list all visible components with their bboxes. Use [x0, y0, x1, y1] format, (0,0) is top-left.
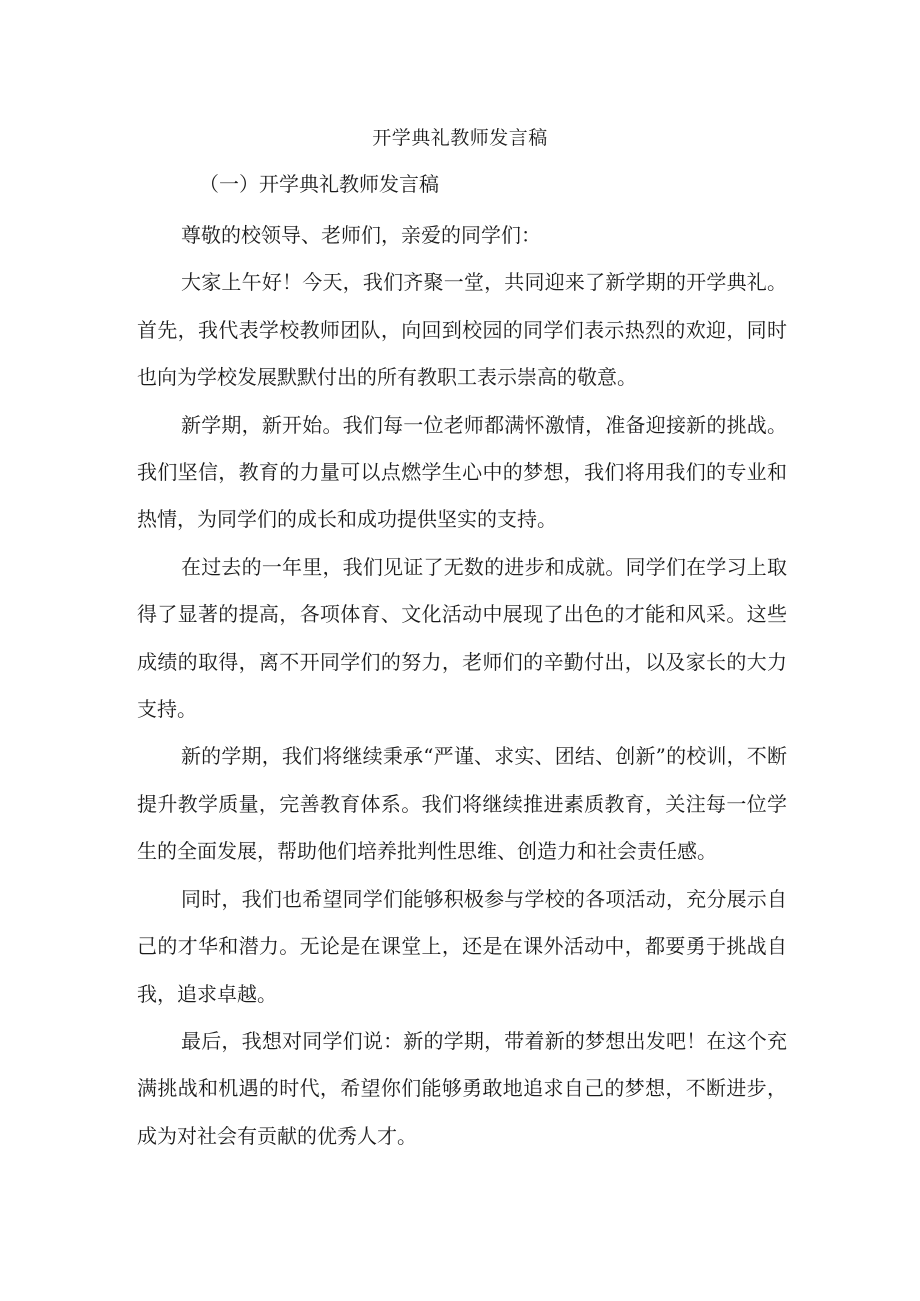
paragraph: 新的学期，我们将继续秉承“严谨、求实、团结、创新”的校训，不断提升教学质量，完善教育体系。我们将继续推进素质教育，关注每一位学生的全面发展，帮助他们培养批判性思维、创造力和社会责任感。: [137, 744, 787, 864]
paragraph: 最后，我想对同学们说：新的学期，带着新的梦想出发吧！在这个充满挑战和机遇的时代，希望你们能够勇敢地追求自己的梦想，不断进步，成为对社会有贡献的优秀人才。: [137, 1028, 787, 1148]
paragraph: 新学期，新开始。我们每一位老师都满怀激情，准备迎接新的挑战。我们坚信，教育的力量可以点燃学生心中的梦想，我们将用我们的专业和热情，为同学们的成长和成功提供坚实的支持。: [137, 412, 787, 532]
paragraph: 同时，我们也希望同学们能够积极参与学校的各项活动，充分展示自己的才华和潜力。无论是在课堂上，还是在课外活动中，都要勇于挑战自我，追求卓越。: [137, 886, 787, 1006]
document-title: 开学典礼教师发言稿: [372, 127, 548, 149]
paragraph: 大家上午好！今天，我们齐聚一堂，共同迎来了新学期的开学典礼。首先，我代表学校教师团队，向回到校园的同学们表示热烈的欢迎，同时也向为学校发展默默付出的所有教职工表示崇高的敬意。: [137, 270, 787, 390]
section-heading: （一）开学典礼教师发言稿: [199, 172, 439, 196]
paragraph: 在过去的一年里，我们见证了无数的进步和成就。同学们在学习上取得了显著的提高，各项体育、文化活动中展现了出色的才能和风采。这些成绩的取得，离不开同学们的努力，老师们的辛勤付出，以及家长的大力支持。: [137, 554, 787, 722]
document-body: [137, 212, 787, 1160]
paragraph-salutation: 尊敬的校领导、老师们，亲爱的同学们：: [181, 223, 541, 247]
